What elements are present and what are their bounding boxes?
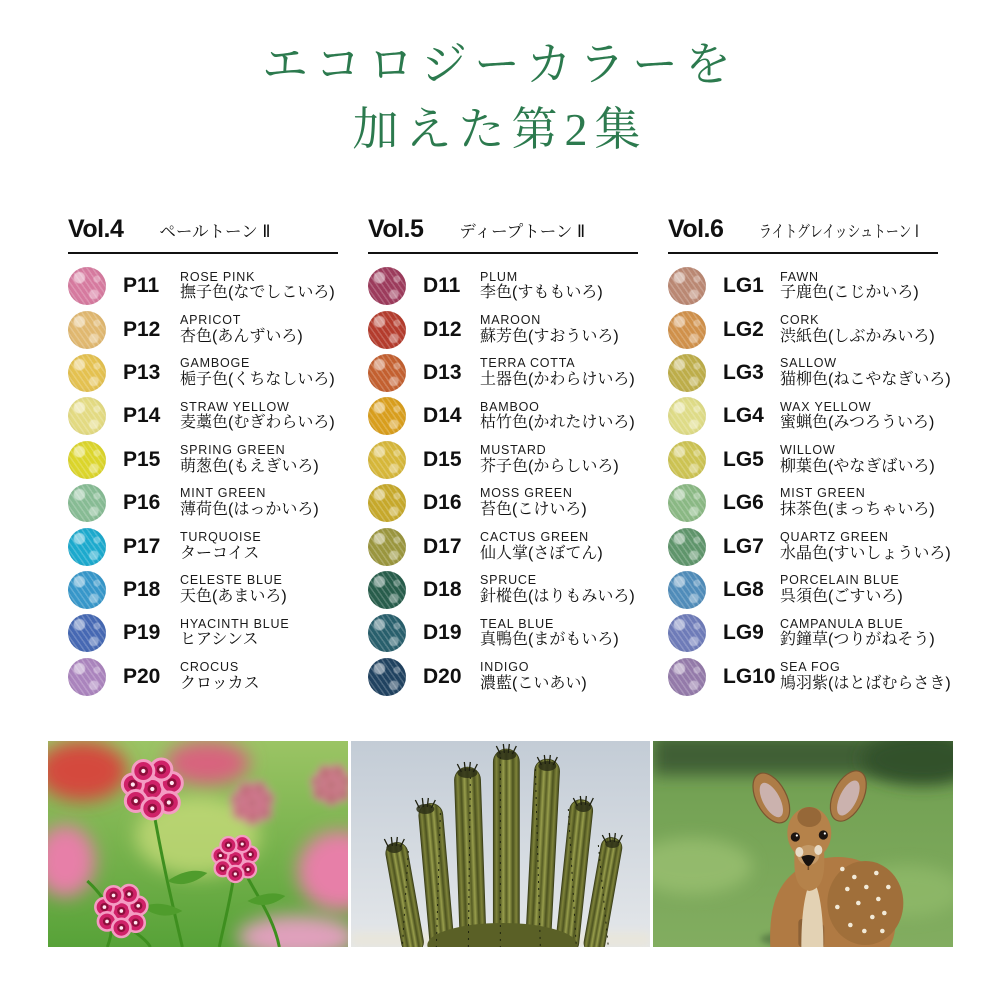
color-name-en: MOSS GREEN (480, 486, 573, 501)
color-row (668, 612, 938, 655)
color-name-jp: 柳葉色(やなぎばいろ) (780, 457, 935, 475)
color-swatch (368, 354, 406, 392)
color-names (480, 356, 635, 390)
color-code: LG2 (723, 317, 764, 341)
color-names (480, 443, 619, 477)
photo-dianthus-flowers (48, 741, 348, 947)
deer-illustration (653, 741, 953, 947)
color-swatch (68, 571, 106, 609)
color-row (68, 525, 338, 568)
column-header (368, 215, 638, 254)
color-row (668, 265, 938, 308)
tone-name: ディープトーン Ⅱ (459, 222, 586, 241)
color-code: D11 (423, 274, 461, 298)
color-name-en: SALLOW (780, 356, 837, 371)
color-code: LG8 (723, 578, 764, 602)
color-name-en: SPRUCE (480, 573, 537, 588)
color-name-en: BAMBOO (480, 399, 540, 414)
color-swatch (68, 658, 106, 696)
color-name-jp: ヒアシンス (180, 631, 259, 649)
color-name-jp: 濃藍(こいあい) (480, 674, 587, 692)
photo-cactus (351, 741, 651, 947)
color-code: LG5 (723, 447, 764, 471)
color-swatch (368, 484, 406, 522)
color-row (668, 568, 938, 611)
color-row (668, 482, 938, 525)
color-names (780, 356, 951, 390)
color-name-en: CELESTE BLUE (180, 573, 283, 588)
color-names (780, 400, 934, 434)
color-code: D12 (423, 317, 462, 341)
column-header (68, 215, 338, 254)
color-row (368, 655, 638, 698)
color-chart (68, 215, 1000, 699)
color-name-en: MUSTARD (480, 443, 547, 458)
color-row (368, 308, 638, 351)
color-code: LG4 (723, 404, 764, 428)
color-code: P17 (123, 534, 161, 558)
color-names (480, 486, 587, 520)
color-name-en: SPRING GREEN (180, 443, 286, 458)
color-swatch (668, 441, 706, 479)
color-name-jp: クロッカス (180, 674, 260, 692)
color-name-jp: 仙人掌(さぼてん) (480, 544, 603, 562)
color-swatch (368, 311, 406, 349)
color-swatch (68, 614, 106, 652)
color-names (180, 270, 335, 304)
color-names (480, 573, 635, 607)
color-names (780, 270, 919, 304)
color-row (668, 395, 938, 438)
color-swatch (368, 614, 406, 652)
color-code: P18 (123, 578, 161, 602)
color-swatch (668, 267, 706, 305)
color-code: LG3 (723, 361, 764, 385)
color-name-jp: 杏色(あんずいろ) (180, 327, 303, 345)
dianthus-illustration (48, 741, 348, 947)
color-swatch (368, 528, 406, 566)
color-name-jp: 薄荷色(はっかいろ) (180, 501, 319, 519)
color-row (68, 395, 338, 438)
color-name-jp: 土器色(かわらけいろ) (480, 371, 635, 389)
color-names (180, 356, 335, 390)
color-name-jp: 撫子色(なでしこいろ) (180, 284, 335, 302)
color-swatch (368, 571, 406, 609)
color-row (368, 525, 638, 568)
color-row (68, 568, 338, 611)
palette-column (68, 215, 338, 699)
color-names (180, 313, 303, 347)
color-code: D17 (423, 534, 462, 558)
color-name-jp: 呉須色(ごすいろ) (780, 587, 903, 605)
color-name-en: SEA FOG (780, 660, 841, 675)
color-name-jp: 真鴨色(まがもいろ) (480, 631, 619, 649)
color-name-en: TERRA COTTA (480, 356, 576, 371)
color-names (480, 617, 619, 651)
color-name-jp: 蘇芳色(すおういろ) (480, 327, 619, 345)
color-code: LG10 (723, 664, 776, 688)
color-names (180, 443, 319, 477)
color-code: P19 (123, 621, 161, 645)
color-code: P14 (123, 404, 161, 428)
color-name-en: CORK (780, 312, 820, 327)
color-name-jp: 麦藁色(むぎわらいろ) (180, 414, 335, 432)
color-code: P20 (123, 664, 161, 688)
color-row (668, 525, 951, 568)
color-row (368, 612, 638, 655)
color-name-jp: 渋紙色(しぶかみいろ) (780, 327, 935, 345)
color-code: D16 (423, 491, 462, 515)
color-code: LG7 (723, 534, 764, 558)
color-name-en: MAROON (480, 312, 542, 327)
color-row (668, 438, 938, 481)
color-name-jp: 萌葱色(もえぎいろ) (180, 457, 319, 475)
color-swatch (68, 354, 106, 392)
color-name-en: MIST GREEN (780, 486, 866, 501)
color-names (480, 270, 603, 304)
color-name-en: INDIGO (480, 660, 530, 675)
color-name-en: APRICOT (180, 312, 242, 327)
color-name-jp: 李色(すももいろ) (480, 284, 603, 302)
color-name-en: GAMBOGE (180, 356, 251, 371)
color-name-jp: 鳩羽紫(はとばむらさき) (780, 674, 951, 692)
color-name-jp: 水晶色(すいしょういろ) (780, 544, 951, 562)
color-list (668, 265, 951, 699)
color-swatch (668, 354, 706, 392)
color-swatch (68, 311, 106, 349)
color-name-jp: 子鹿色(こじかいろ) (780, 284, 919, 302)
color-names (180, 530, 262, 564)
color-list (368, 265, 638, 699)
tone-name: ペールトーン Ⅱ (159, 222, 271, 241)
color-row (668, 655, 951, 698)
color-names (480, 530, 603, 564)
title-line-1: エコロジーカラーを (261, 39, 739, 90)
color-code: LG9 (723, 621, 764, 645)
color-row (368, 395, 638, 438)
color-swatch (368, 267, 406, 305)
color-name-jp: 蜜蝋色(みつろういろ) (780, 414, 935, 432)
color-row (368, 265, 638, 308)
color-swatch (68, 484, 106, 522)
color-swatch (68, 528, 106, 566)
color-swatch (668, 571, 706, 609)
color-name-en: CROCUS (180, 660, 239, 675)
color-name-jp: 天色(あまいろ) (180, 587, 287, 605)
color-row (368, 482, 638, 525)
color-names (480, 660, 587, 694)
color-name-en: CAMPANULA BLUE (780, 616, 904, 631)
palette-column (368, 215, 638, 699)
color-names (480, 313, 619, 347)
color-row (368, 351, 638, 394)
color-name-en: TEAL BLUE (480, 616, 555, 631)
color-row (368, 438, 638, 481)
color-name-en: STRAW YELLOW (180, 399, 290, 414)
volume-label: Vol.5 (368, 214, 424, 243)
color-name-en: FAWN (780, 269, 819, 284)
color-name-en: CACTUS GREEN (480, 529, 589, 544)
color-swatch (668, 397, 706, 435)
color-code: D15 (423, 447, 462, 471)
tone-name: ライトグレイッシュトーン Ⅰ (759, 222, 920, 241)
color-names (780, 443, 935, 477)
color-row (68, 482, 338, 525)
color-row (668, 351, 951, 394)
color-names (780, 660, 951, 694)
color-code: P11 (123, 274, 160, 298)
color-swatch (68, 441, 106, 479)
color-name-jp: 枯竹色(かれたけいろ) (480, 414, 635, 432)
color-names (180, 573, 287, 607)
color-row (68, 612, 338, 655)
cactus-illustration (351, 741, 651, 947)
column-header (668, 215, 938, 254)
color-names (480, 400, 635, 434)
color-name-jp: 針樅色(はりもみいろ) (480, 587, 635, 605)
color-code: D18 (423, 578, 462, 602)
color-row (68, 438, 338, 481)
color-code: D14 (423, 404, 462, 428)
color-names (780, 530, 951, 564)
color-swatch (668, 658, 706, 696)
color-swatch (668, 311, 706, 349)
color-code: P15 (123, 447, 161, 471)
color-names (780, 313, 935, 347)
title-line-2: 加えた第2集 (352, 104, 648, 156)
color-code: D19 (423, 621, 462, 645)
color-names (780, 486, 935, 520)
color-swatch (368, 658, 406, 696)
color-swatch (668, 614, 706, 652)
color-swatch (368, 397, 406, 435)
color-name-en: PLUM (480, 269, 518, 284)
color-name-jp: 釣鐘草(つりがねそう) (780, 631, 935, 649)
color-name-jp: 芥子色(からしいろ) (480, 457, 619, 475)
color-code: P12 (123, 317, 161, 341)
color-code: D13 (423, 361, 462, 385)
color-row (68, 265, 338, 308)
page-title (0, 0, 1000, 163)
color-list (68, 265, 338, 699)
color-name-en: PORCELAIN BLUE (780, 573, 900, 588)
color-name-jp: 抹茶色(まっちゃいろ) (780, 501, 935, 519)
color-name-en: QUARTZ GREEN (780, 529, 889, 544)
color-name-en: ROSE PINK (180, 269, 256, 284)
color-name-en: HYACINTH BLUE (180, 616, 290, 631)
color-name-jp: 苔色(こけいろ) (480, 501, 587, 519)
color-code: LG1 (723, 274, 764, 298)
color-code: D20 (423, 664, 462, 688)
color-row (68, 655, 338, 698)
color-names (780, 617, 935, 651)
color-name-en: WAX YELLOW (780, 399, 872, 414)
color-swatch (68, 267, 106, 305)
color-name-jp: 猫柳色(ねこやなぎいろ) (780, 371, 951, 389)
volume-label: Vol.6 (668, 214, 724, 243)
palette-column (668, 214, 951, 699)
color-names (180, 617, 290, 651)
color-row (68, 308, 338, 351)
color-names (180, 400, 335, 434)
color-name-en: TURQUOISE (180, 529, 262, 544)
color-name-jp: ターコイス (180, 544, 260, 562)
photo-strip (48, 741, 953, 947)
photo-deer-fawn (653, 741, 953, 947)
color-names (780, 573, 903, 607)
color-swatch (368, 441, 406, 479)
color-names (180, 660, 260, 694)
color-row (68, 351, 338, 394)
color-name-en: WILLOW (780, 443, 836, 458)
color-name-jp: 梔子色(くちなしいろ) (180, 371, 335, 389)
color-code: LG6 (723, 491, 764, 515)
color-row (368, 568, 638, 611)
color-swatch (68, 397, 106, 435)
volume-label: Vol.4 (68, 214, 124, 243)
color-swatch (668, 528, 706, 566)
color-row (668, 308, 938, 351)
color-name-en: MINT GREEN (180, 486, 267, 501)
color-names (180, 486, 319, 520)
color-code: P16 (123, 491, 161, 515)
color-code: P13 (123, 361, 161, 385)
color-swatch (668, 484, 706, 522)
